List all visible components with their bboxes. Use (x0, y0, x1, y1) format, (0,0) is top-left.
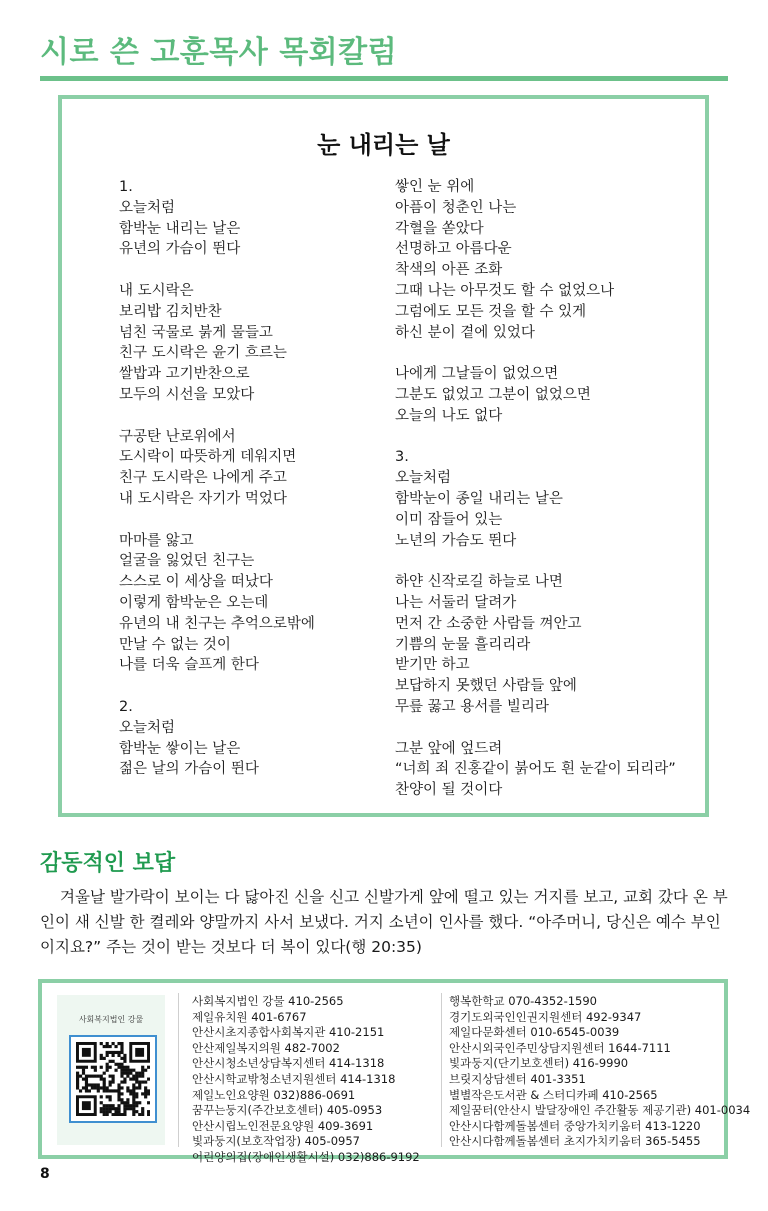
directory-divider (441, 993, 442, 1147)
poem-line (395, 343, 676, 364)
directory-column-middle (192, 994, 420, 1166)
poem-line: 이렇게 함박눈은 오는데 (119, 594, 269, 611)
directory-entry: 안산시초지종합사회복지관 410-2151 (192, 1025, 385, 1040)
qr-caption: 사회복지법인 강물 (78, 1015, 144, 1024)
directory-entry: 제일유치원 401-6767 (192, 1009, 307, 1024)
directory-entry: 어린양의집(장애인생활시설) 032)886-9192 (192, 1149, 420, 1164)
directory-entry: 빛과둥지(단기보호센터) 416-9990 (449, 1056, 629, 1071)
poem-line: 도시락이 따뜻하게 데워지면 (119, 449, 297, 466)
poem-line: 무릎 꿇고 용서를 빌리라 (395, 698, 549, 715)
poem-column-left (119, 177, 315, 780)
directory-entry: 안산시학교밖청소년지원센터 414-1318 (192, 1071, 396, 1086)
poem-line: 유년의 가슴이 뛴다 (119, 241, 241, 258)
poem-line: 나는 서둘러 달려가 (395, 594, 517, 611)
poem-line: 하신 분이 곁에 있었다 (395, 324, 535, 341)
poem-line: 친구 도시락은 윤기 흐르는 (119, 345, 287, 362)
poem-line: 1. (119, 179, 133, 195)
poem-line: 선명하고 아름다운 (395, 241, 512, 258)
poem-line (119, 260, 315, 281)
poem-title: 눈 내리는 날 (317, 131, 450, 159)
poem-line: 그분 앞에 엎드려 (395, 740, 503, 757)
directory-entry: 안산시다함께돌봄센터 초지가치키움터 365-5455 (449, 1134, 701, 1149)
poem-line: 구공탄 난로위에서 (119, 428, 236, 445)
poem-line: 먼저 간 소중한 사람들 껴안고 (395, 615, 582, 632)
directory-entry: 사회복지법인 강물 410-2565 (192, 994, 344, 1008)
poem-line: 만날 수 없는 것이 (119, 636, 231, 653)
directory-entry: 브릿지상담센터 401-3351 (449, 1071, 586, 1086)
directory-entry: 경기도외국인인권지원센터 492-9347 (449, 1009, 642, 1024)
poem-line: 나에게 그날들이 없었으면 (395, 366, 559, 383)
poem-line: 마마를 앓고 (119, 532, 194, 549)
poem-line: 보답하지 못했던 사람들 앞에 (395, 678, 577, 695)
poem-line: 하얀 신작로길 하늘로 나면 (395, 574, 563, 591)
poem-line: 넘친 국물로 붉게 물들고 (119, 324, 273, 341)
poem-line (119, 510, 315, 531)
poem-line: 함박눈이 종일 내리는 날은 (395, 490, 563, 507)
directory-entry: 안산시외국인주민상담지원센터 1644-7111 (449, 1040, 671, 1055)
poem-line: 이미 잠들어 있는 (395, 511, 503, 528)
poem-line: 착색의 아픈 조화 (395, 262, 503, 279)
directory-entry: 안산제일복지의원 482-7002 (192, 1040, 340, 1055)
article-body: 겨울날 발가락이 보이는 다 닳아진 신을 신고 신발가게 앞에 떨고 있는 거지를 보고, 교회 갔다 온 부인이 새 신발 한 켤레와 양말까지 사서 보냈다. 거지 소년이 인사를 했다. “아주머니, 당신은 예수 부인이지요?” 주는 것이 받는 것보다 더 복이 있다(행 20:35) (40, 888, 728, 956)
directory-entry: 꿈꾸는둥지(주간보호센터) 405-0953 (192, 1103, 383, 1118)
directory-column-right (449, 994, 750, 1150)
poem-line: 쌀밥과 고기반찬으로 (119, 366, 250, 383)
directory-entry: 안산시립노인전문요양원 409-3691 (192, 1118, 374, 1133)
poem-line: 기쁨의 눈물 흘리리라 (395, 636, 531, 653)
poem-line: 오늘처럼 (395, 470, 452, 487)
directory-entry: 빛과둥지(보호작업장) 405-0957 (192, 1134, 360, 1149)
directory-entry: 안산시다함께돌봄센터 중앙가치키움터 413-1220 (449, 1118, 701, 1133)
poem-line: 함박눈 쌓이는 날은 (119, 740, 241, 757)
poem-line (119, 676, 315, 697)
directory-entry: 안산시청소년상담복지센터 414-1318 (192, 1056, 385, 1071)
directory-entry: 제일노인요양원 032)886-0691 (192, 1087, 356, 1102)
poem-line: 2. (119, 698, 133, 715)
poem-line: 찬양이 될 것이다 (395, 782, 503, 799)
poem-line: 보리밥 김치반찬 (119, 303, 222, 320)
poem-line (395, 551, 676, 572)
directory-entry: 제일다문화센터 010-6545-0039 (449, 1025, 620, 1040)
header-rule (40, 76, 728, 81)
poem-line: 스스로 이 세상을 떠났다 (119, 574, 273, 591)
poem-line: 노년의 가슴도 뛴다 (395, 532, 517, 549)
qr-code-icon (76, 1042, 150, 1116)
poem-line: 그럼에도 모든 것을 할 수 있게 (395, 303, 587, 320)
poem-line (395, 427, 676, 448)
page-number: 8 (40, 1166, 50, 1182)
directory-box (38, 979, 751, 1164)
poem-line: 젊은 날의 가슴이 뛴다 (119, 761, 259, 778)
directory-entry: 행복한학교 070-4352-1590 (449, 994, 597, 1008)
directory-entry: 제일꿈터(안산시 발달장애인 주간활동 제공기관) 401-0034 (449, 1103, 751, 1118)
poem-line: 모두의 시선을 모았다 (119, 386, 255, 403)
poem-line (119, 406, 315, 427)
poem-line: 3. (395, 449, 409, 466)
poem-line: 그분도 없었고 그분이 없었으면 (395, 386, 591, 403)
qr-code[interactable] (69, 1035, 157, 1123)
poem-line: 그때 나는 아무것도 할 수 없었으나 (395, 282, 615, 299)
poem-line: 각혈을 쏟았다 (395, 220, 484, 237)
poem-line: 함박눈 내리는 날은 (119, 220, 241, 237)
article-title: 감동적인 보답 (40, 851, 176, 876)
poem-box (58, 95, 709, 817)
poem-line: 오늘처럼 (119, 199, 176, 216)
poem-line: 내 도시락은 (119, 282, 194, 299)
page-header (40, 30, 728, 81)
poem-line: 아픔이 청춘인 나는 (395, 199, 517, 216)
poem-line: 받기만 하고 (395, 657, 470, 674)
poem-line (395, 718, 676, 739)
qr-panel (57, 995, 165, 1145)
poem-line: 유년의 내 친구는 추억으로밖에 (119, 615, 315, 632)
poem-line: 쌓인 눈 위에 (395, 179, 475, 195)
poem-line: 나를 더욱 슬프게 한다 (119, 657, 259, 674)
poem-line: “너희 죄 진홍같이 붉어도 흰 눈같이 되리라” (395, 761, 676, 778)
column-title: 시로 쓴 고훈목사 목회칼럼 (40, 35, 398, 70)
poem-line: 내 도시락은 자기가 먹었다 (119, 490, 287, 507)
directory-divider (178, 993, 179, 1147)
poem-column-right (395, 177, 676, 801)
poem-line: 친구 도시락은 나에게 주고 (119, 470, 287, 487)
directory-entry: 별별작은도서관 & 스터디카페 410-2565 (449, 1087, 658, 1102)
poem-line: 오늘처럼 (119, 719, 176, 736)
poem-line: 오늘의 나도 없다 (395, 407, 503, 424)
poem-line: 얼굴을 잃었던 친구는 (119, 553, 255, 570)
